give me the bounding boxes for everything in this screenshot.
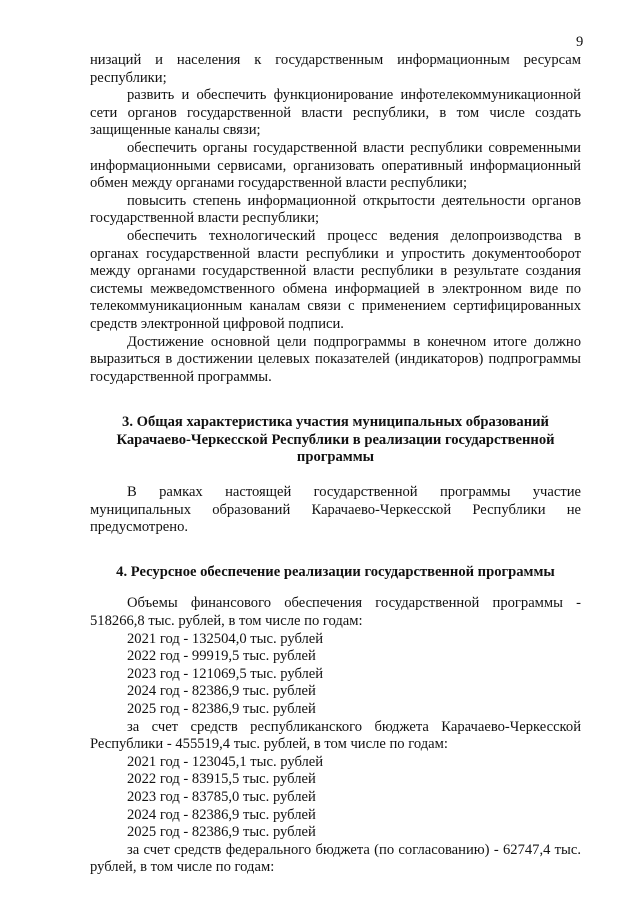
paragraph: низаций и населения к государственным информационным ресурсам республики; — [90, 52, 581, 86]
document-body — [90, 52, 581, 877]
list-item: 2024 год - 82386,9 тыс. рублей — [127, 683, 316, 700]
list-item: 2024 год - 82386,9 тыс. рублей — [127, 806, 316, 823]
paragraph: Объемы финансового обеспечения государственной программы - 518266,8 тыс. рублей, в том числе по годам: — [90, 595, 581, 630]
section-heading: 4. Ресурсное обеспечение реализации государственной программы — [116, 563, 555, 580]
list-item: 2023 год - 83785,0 тыс. рублей — [127, 788, 316, 805]
list-item: 2021 год - 123045,1 тыс. рублей — [127, 753, 324, 770]
list-item: 2022 год - 99919,5 тыс. рублей — [127, 648, 316, 665]
heading-line: 3. Общая характеристика участия муниципальных образований — [122, 414, 549, 431]
paragraph: Достижение основной цели подпрограммы в конечном итоге должно выразиться в достижении целевых показателей (индикаторов) подпрограммы государственной программы. — [90, 333, 581, 385]
paragraph: обеспечить органы государственной власти республики современными информационными сервисами, организовать оперативный информационный обмен между органами государственной власти республики; — [90, 139, 581, 192]
list-item: 2022 год - 83915,5 тыс. рублей — [127, 771, 316, 788]
paragraph: развить и обеспечить функционирование инфотелекоммуникационной сети органов государственной власти республики, в том числе создать защищенные каналы связи; — [90, 87, 581, 139]
paragraph: за счет средств республиканского бюджета Карачаево-Черкесской Республики - 455519,4 тыс. рублей, в том числе по годам: — [90, 718, 581, 753]
section-heading — [90, 414, 581, 467]
heading-line: Карачаево-Черкесской Республики в реализации государственной — [116, 431, 555, 448]
list-item: 2021 год - 132504,0 тыс. рублей — [127, 630, 324, 647]
heading-line: программы — [296, 449, 375, 466]
page-number: 9 — [576, 34, 584, 50]
paragraph: повысить степень информационной открытости деятельности органов государственной власти республики; — [90, 192, 581, 227]
list-item: 2025 год - 82386,9 тыс. рублей — [127, 824, 316, 841]
list-item: 2025 год - 82386,9 тыс. рублей — [127, 701, 316, 717]
paragraph: обеспечить технологический процесс ведения делопроизводства в органах государственной власти республики и упростить документооборот между органами государственной власти республики в результате создания системы межведомственного обмена информацией в электронном виде по телекоммуникационным каналам связи с применением сертифицированных средств электронной цифровой подписи. — [90, 227, 581, 332]
paragraph: за счет средств федерального бюджета (по согласованию) - 62747,4 тыс. рублей, в том числе по годам: — [90, 841, 581, 876]
list-item: 2023 год - 121069,5 тыс. рублей — [127, 665, 324, 682]
paragraph: В рамках настоящей государственной программы участие муниципальных образований Карачаево-Черкесской Республики не предусмотрено. — [90, 484, 581, 536]
